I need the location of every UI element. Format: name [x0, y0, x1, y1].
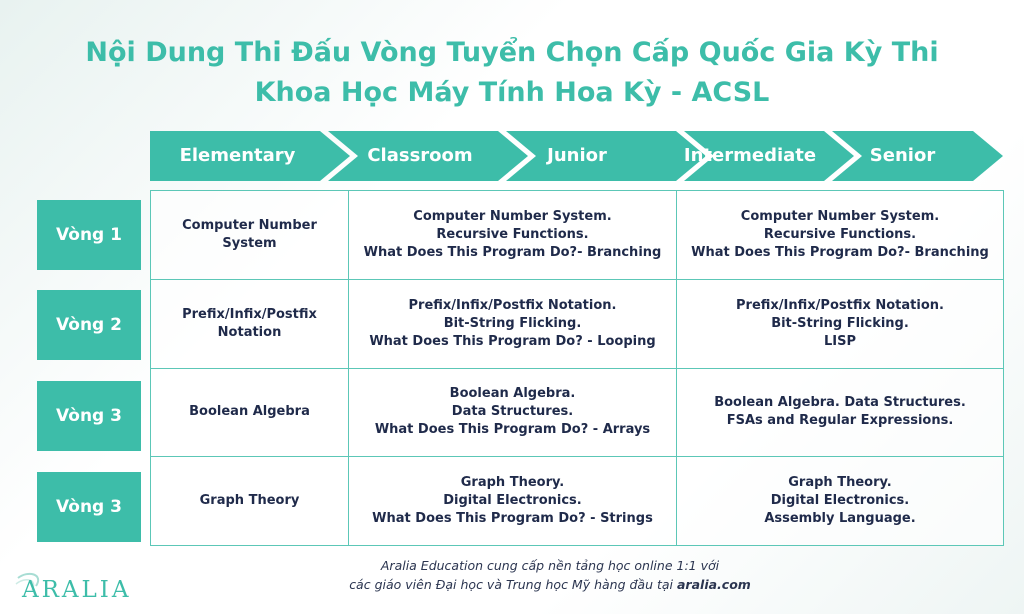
footer-note	[270, 556, 830, 594]
footer-line-1: Aralia Education cung cấp nền tảng học online 1:1 với	[380, 558, 720, 573]
cell-elementary: Computer Number System	[151, 191, 349, 280]
page-title-line-1: Nội Dung Thi Đấu Vòng Tuyển Chọn Cấp Quốc Gia Kỳ Thi	[85, 37, 939, 68]
level-label-senior: Senior	[869, 145, 936, 166]
level-label-junior: Junior	[547, 145, 607, 166]
cell-classroom-junior: Boolean Algebra. Data Structures. What Does This Program Do? - Arrays	[349, 368, 677, 457]
cell-classroom-junior: Graph Theory. Digital Electronics. What Does This Program Do? - Strings	[349, 457, 677, 546]
level-label-classroom: Classroom	[367, 145, 473, 166]
cell-classroom-junior: Computer Number System. Recursive Functions. What Does This Program Do?- Branching	[349, 191, 677, 280]
footer-link[interactable]: aralia.com	[677, 577, 751, 592]
cell-intermediate-senior: Boolean Algebra. Data Structures. FSAs and Regular Expressions.	[677, 368, 1004, 457]
aralia-logo[interactable]: ARALIA	[22, 577, 132, 603]
cell-intermediate-senior: Prefix/Infix/Postfix Notation. Bit-String Flicking. LISP	[677, 279, 1004, 368]
cell-elementary: Prefix/Infix/Postfix Notation	[151, 279, 349, 368]
level-label-elementary: Elementary	[179, 145, 296, 166]
cell-classroom-junior: Prefix/Infix/Postfix Notation. Bit-String Flicking. What Does This Program Do? - Looping	[349, 279, 677, 368]
level-label-intermediate: Intermediate	[683, 145, 817, 166]
round-label-1: Vòng 1	[37, 200, 141, 270]
page-title	[0, 33, 1024, 113]
round-label-4: Vòng 3	[37, 472, 141, 542]
table-row	[151, 457, 1004, 546]
cell-elementary: Boolean Algebra	[151, 368, 349, 457]
cell-intermediate-senior: Graph Theory. Digital Electronics. Assembly Language.	[677, 457, 1004, 546]
curriculum-table	[150, 190, 1004, 546]
cell-intermediate-senior: Computer Number System. Recursive Functions. What Does This Program Do?- Branching	[677, 191, 1004, 280]
cell-elementary: Graph Theory	[151, 457, 349, 546]
table-row	[151, 279, 1004, 368]
table-row	[151, 191, 1004, 280]
table-row	[151, 368, 1004, 457]
footer-line-2: các giáo viên Đại học và Trung học Mỹ hàng đầu tại aralia.com	[349, 577, 751, 592]
round-label-2: Vòng 2	[37, 290, 141, 360]
page-title-line-2: Khoa Học Máy Tính Hoa Kỳ - ACSL	[254, 77, 770, 108]
round-label-3: Vòng 3	[37, 381, 141, 451]
